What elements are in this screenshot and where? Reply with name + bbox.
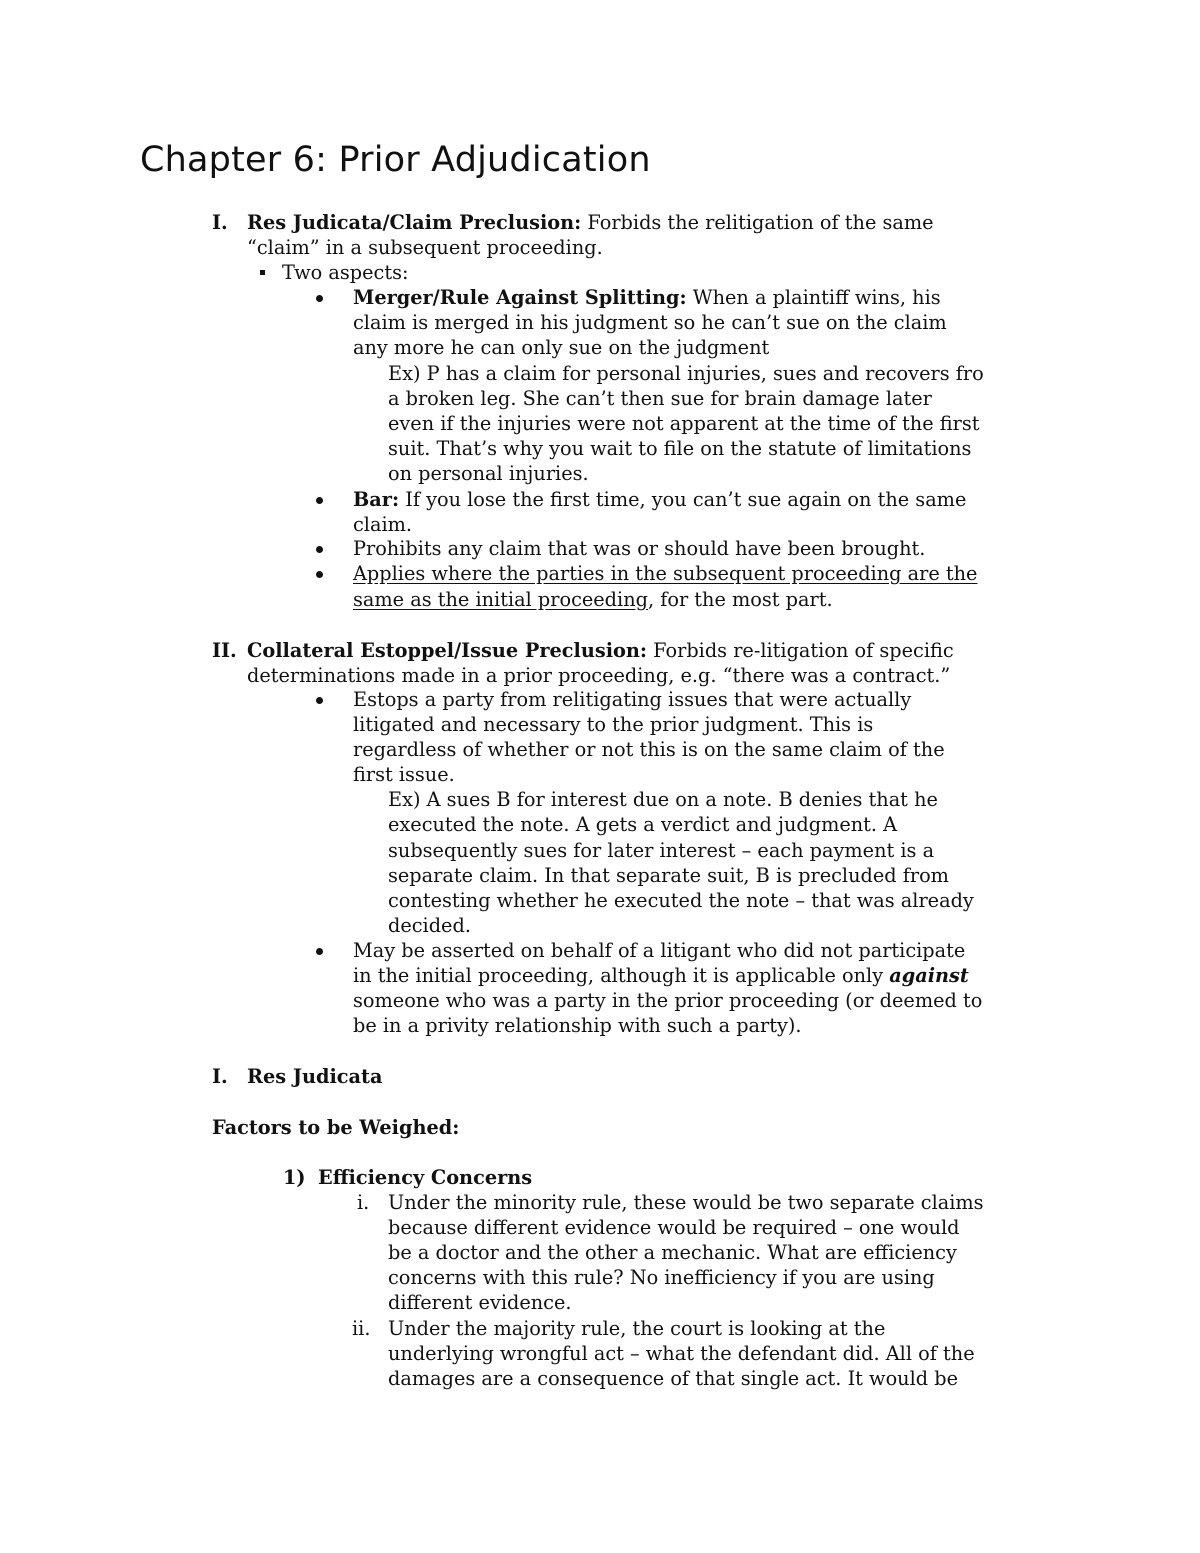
text-line: Forbids the relitigation of the same: [581, 211, 934, 234]
example-line: decided.: [388, 914, 471, 937]
section-number: I.: [212, 1065, 228, 1088]
text-line: different evidence.: [388, 1291, 572, 1314]
text-line: Two aspects:: [282, 261, 409, 284]
square-bullet-icon: [260, 270, 265, 275]
bullet-line: [353, 587, 833, 612]
example-line: Ex) A sues B for interest due on a note. B denies that he: [388, 788, 938, 811]
example-line: executed the note. A gets a verdict and judgment. A: [388, 813, 898, 836]
underlined-text: same as the initial proceeding: [353, 588, 648, 611]
text-line: be in a privity relationship with such a party).: [353, 1014, 802, 1037]
bullet-icon: [316, 497, 323, 504]
bullet-icon: [316, 571, 323, 578]
example-line: a broken leg. She can’t then sue for brain damage later: [388, 387, 932, 410]
text-line: because different evidence would be required – one would: [388, 1216, 960, 1239]
text-line: litigated and necessary to the prior judgment. This is: [353, 713, 874, 736]
text-line: in the initial proceeding, although it is applicable only: [353, 964, 890, 987]
section-heading: Res Judicata: [247, 1065, 383, 1088]
example-line: subsequently sues for later interest – each payment is a: [388, 839, 935, 862]
list-heading: Efficiency Concerns: [318, 1166, 533, 1189]
page-title: Chapter 6: Prior Adjudication: [140, 140, 651, 180]
section-heading: Res Judicata/Claim Preclusion:: [247, 211, 582, 234]
bullet-line: [353, 487, 966, 512]
text-line: When a plaintiff wins, his: [686, 286, 941, 309]
list-number: 1): [283, 1166, 306, 1189]
list-number: ii.: [352, 1317, 371, 1340]
example-line: contesting whether he executed the note – that was already: [388, 889, 974, 912]
text-line: “claim” in a subsequent proceeding.: [247, 236, 603, 259]
text-line: , for the most part.: [647, 588, 833, 611]
text-line: regardless of whether or not this is on the same claim of the: [353, 738, 945, 761]
bullet-line: [353, 285, 941, 310]
text-line: Under the minority rule, these would be two separate claims: [388, 1191, 984, 1214]
text-line: damages are a consequence of that single act. It would be: [388, 1367, 958, 1390]
underlined-line: Applies where the parties in the subsequent proceeding are the: [353, 562, 978, 585]
section-heading-line: [247, 210, 934, 235]
bullet-icon: [316, 697, 323, 704]
text-line: Under the majority rule, the court is looking at the: [388, 1317, 886, 1340]
text-line: determinations made in a prior proceeding, e.g. “there was a contract.”: [247, 664, 951, 687]
text-line: any more he can only sue on the judgment: [353, 336, 770, 359]
list-number: i.: [357, 1191, 370, 1214]
text-line: first issue.: [353, 763, 455, 786]
bullet-icon: [316, 546, 323, 553]
example-line: separate claim. In that separate suit, B is precluded from: [388, 864, 949, 887]
text-line: May be asserted on behalf of a litigant who did not participate: [353, 939, 966, 962]
section-heading-line: [247, 638, 954, 663]
text-line: Forbids re-litigation of specific: [647, 639, 954, 662]
section-number: I.: [212, 211, 228, 234]
text-line: someone who was a party in the prior proceeding (or deemed to: [353, 989, 983, 1012]
text-line: claim is merged in his judgment so he can’t sue on the claim: [353, 311, 947, 334]
example-line: suit. That’s why you wait to file on the statute of limitations: [388, 437, 972, 460]
example-line: on personal injuries.: [388, 462, 589, 485]
bullet-icon: [316, 948, 323, 955]
bullet-line: [353, 963, 969, 988]
bullet-heading: Merger/Rule Against Splitting:: [353, 286, 687, 309]
bullet-icon: [316, 295, 323, 302]
emphasis-text: against: [889, 964, 969, 987]
text-line: Prohibits any claim that was or should have been brought.: [353, 537, 926, 560]
example-line: Ex) P has a claim for personal injuries, sues and recovers fro: [388, 362, 984, 385]
text-line: claim.: [353, 513, 413, 536]
bullet-heading: Bar:: [353, 488, 400, 511]
text-line: Estops a party from relitigating issues that were actually: [353, 688, 912, 711]
text-line: be a doctor and the other a mechanic. What are efficiency: [388, 1241, 957, 1264]
section-number: II.: [212, 639, 237, 662]
section-heading: Collateral Estoppel/Issue Preclusion:: [247, 639, 648, 662]
text-line: underlying wrongful act – what the defendant did. All of the: [388, 1342, 975, 1365]
example-line: even if the injuries were not apparent at the time of the first: [388, 412, 980, 435]
text-line: If you lose the first time, you can’t sue again on the same: [399, 488, 967, 511]
subheading: Factors to be Weighed:: [212, 1116, 460, 1139]
text-line: concerns with this rule? No inefficiency if you are using: [388, 1266, 935, 1289]
